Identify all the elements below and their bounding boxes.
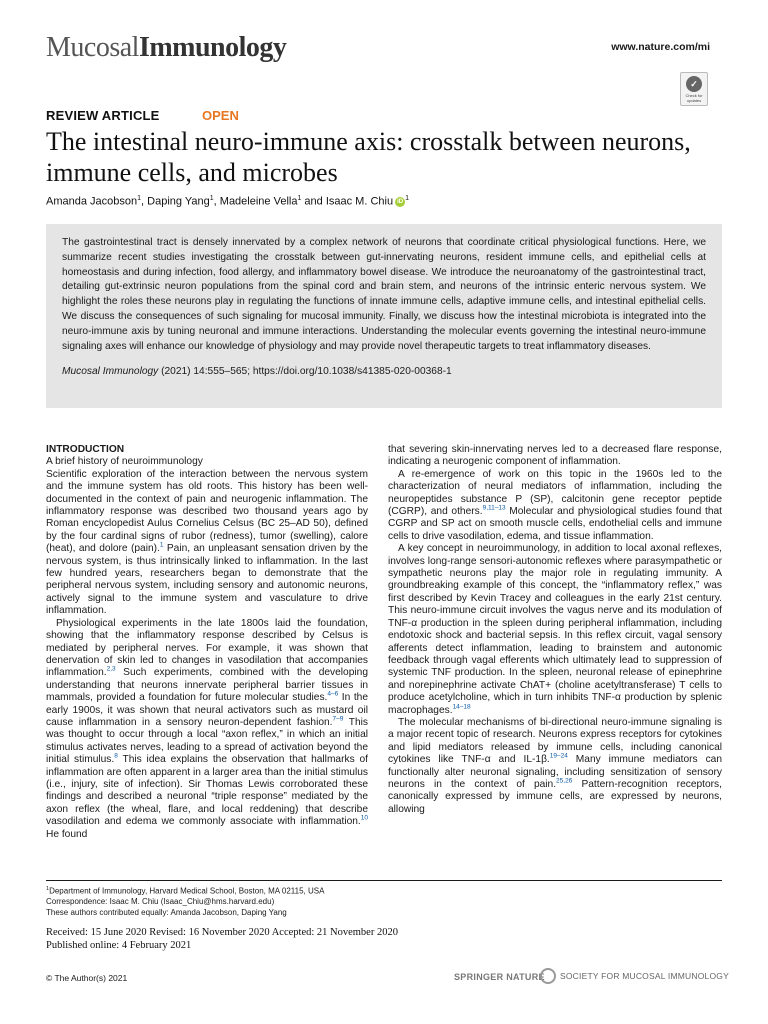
journal-name-part1: Mucosal — [46, 32, 139, 63]
footnote-divider — [46, 880, 722, 881]
citation-details: (2021) 14:555–565; https://doi.org/10.1038/s41385-020-00368-1 — [158, 366, 452, 378]
correspondence-note: Correspondence: Isaac M. Chiu (Isaac_Chiu@hms.harvard.edu) — [46, 897, 275, 907]
article-dates — [46, 926, 398, 952]
orcid-icon[interactable]: iD — [397, 198, 404, 205]
author-affiliation-marker: 1 — [405, 195, 409, 202]
published-date: Published online: 4 February 2021 — [46, 940, 192, 951]
abstract-box — [46, 224, 722, 408]
journal-url-link[interactable]: www.nature.com/mi — [611, 41, 710, 53]
reference-link[interactable]: 2,3 — [106, 665, 116, 673]
citation-line — [62, 366, 706, 377]
open-access-label: OPEN — [202, 108, 239, 123]
reference-link[interactable]: 8 — [114, 752, 118, 760]
author-affiliation-marker: 1 — [137, 195, 142, 202]
reference-link[interactable]: 10 — [360, 814, 368, 822]
author-name[interactable]: Daping Yang — [147, 195, 210, 208]
body-column-left — [46, 444, 368, 841]
society-name: SOCIETY FOR MUCOSAL IMMUNOLOGY — [560, 971, 729, 981]
body-paragraph: Scientific exploration of the interaction between the nervous system and the immune system has old roots. This history has been well-documented in the context of pain and neurogenic inflammation. The inflammatory response was described two thousand years ago by Roman encyclopedist Aulus Cornelius Celsus (BC 25–AD 50), defined by the four cardinal signs of rubor (redness), tumor (swelling), calore (heat), and dolore (pain).$^1$ Pain, an unpleasant sensation driven by the nervous system, is thus intrinsically linked to inflammation. In the last few hundred years, researchers began to demonstrate that the peripheral nervous system, including sensory and autonomic neurons, actively signal to the immune system and vasculature to drive inflammation. — [46, 468, 368, 617]
reference-link[interactable]: 4–6 — [327, 690, 339, 698]
citation-journal: Mucosal Immunology — [62, 366, 159, 378]
reference-link[interactable]: 19–24 — [549, 752, 568, 760]
reference-link[interactable]: 1 — [159, 541, 164, 549]
publisher-logo: SPRINGER NATURE — [454, 972, 545, 982]
section-heading-introduction: INTRODUCTION — [46, 444, 125, 455]
author-affiliation-marker: 1 — [297, 195, 302, 202]
article-title: The intestinal neuro-immune axis: crosstalk between neurons, immune cells, and microbes — [46, 127, 691, 187]
footnotes — [46, 884, 722, 918]
reference-link[interactable]: 9,11–13 — [482, 504, 506, 512]
author-affiliation-marker: 1 — [209, 195, 214, 202]
body-paragraph: A re-emergence of work on this topic in the 1960s led to the characterization of neural mediators of inflammation, including the neuropeptides substance P (SP), calcitonin gene receptor peptide (CGRP), and others.$^{9,11-13}$ Molecular and physiological studies found that CGRP and SP act on smooth muscle cells, endothelial cells and immune cells to drive vasodilation, edema, and tissue inflammation. — [388, 468, 722, 542]
journal-logo — [46, 32, 286, 64]
author-name[interactable]: Amanda Jacobson — [46, 195, 138, 208]
reference-link[interactable]: 14–18 — [452, 703, 471, 711]
reference-link[interactable]: 7–9 — [332, 715, 344, 723]
subsection-heading: A brief history of neuroimmunology — [46, 456, 203, 468]
body-paragraph: that severing skin-innervating nerves led to a decreased flare response, indicating a neurogenic component of inflammation. — [388, 444, 722, 468]
reference-link[interactable]: 25,26 — [556, 777, 573, 785]
body-column-right — [388, 444, 722, 816]
received-dates: Received: 15 June 2020 Revised: 16 November 2020 Accepted: 21 November 2020 — [46, 927, 398, 938]
journal-name-part2: Immunology — [138, 32, 287, 63]
copyright-notice: © The Author(s) 2021 — [46, 973, 128, 983]
author-name[interactable]: Madeleine Vella — [219, 195, 298, 208]
check-updates-icon: ✓ — [686, 76, 702, 92]
author-name[interactable]: Isaac M. Chiu — [325, 195, 394, 208]
article-type-label: REVIEW ARTICLE — [46, 108, 160, 123]
body-paragraph: The molecular mechanisms of bi-directional neuro-immune signaling is a major recent topic of research. Neurons express receptors for cytokines and lipid mediators released by immune cells, including canonical cytokines like TNF-α and IL-1β.$^{19-24}$ Many immune mediators can functionally alter neuronal signaling, including sensitization of sensory neurons in the context of pain.$^{25,26}$ Pattern-recognition receptors, canonically expressed by immune cells, are expressed by neurons, allowing — [388, 716, 723, 815]
check-updates-label: Check for updates — [685, 93, 703, 103]
society-mark-icon — [540, 968, 556, 984]
abstract-text: The gastrointestinal tract is densely innervated by a complex network of neurons that coordinate critical physiological functions. Here, we summarize recent studies investigating the crosstalk between gut-innervating neurons, resident immune cells, and epithelial cells at homeostasis and during infection, food allergy, and inflammatory bowel disease. We introduce the neuroanatomy of the gastrointestinal tract, detailing gut-extrinsic neuron populations from the spinal cord and brain stem, and neurons of the intrinsic enteric nervous system. We highlight the roles these neurons play in regulating the functions of innate immune cells, adaptive immune cells, and intestinal epithelial cells. We discuss the consequences of such signaling for mucosal immunity. Finally, we discuss how the intestinal microbiota is integrated into the neuro-immune axis by tuning neuronal and immune interactions. Understanding the molecular events governing the intestinal neuro-immune signaling axes will enhance our knowledge of physiology and may provide novel therapeutic targets to treat inflammatory diseases. — [62, 237, 706, 352]
body-paragraph: Physiological experiments in the late 1800s laid the foundation, showing that the inflammatory response described by Celsus is mediated by peripheral nerves. For example, it was shown that denervation of skin led to changes in vasodilation that accompanies inflammation.$^{2,3}$ Such experiments, combined with the developing understanding that neurons innervate peripheral barrier tissues in mammals, provided a foundation for future molecular studies.$^{4-6}$ In the early 1900s, it was shown that neural activators such as mustard oil cause inflammation in a sensory neuron-dependent fashion.$^{7-9}$ This was thought to occur through a local “axon reflex,” in which an initial stimulus activates nerves, leading to a spread of activation beyond the initial stimulus.$^8$ This idea explains the observation that hallmarks of inflammation are often apparent in a larger area than the initial stimulus (i.e., injury, site of infection). Sir Thomas Lewis corroborated these findings and described a neuronal “triple response” mediated by the axon reflex (the wheal, flare, and local reddening) that describe vasodilation and edema we commonly associate with inflammation.$^{10}$ He found — [46, 617, 368, 840]
check-for-updates-button[interactable] — [680, 72, 708, 106]
equal-contribution-note: These authors contributed equally: Amanda Jacobson, Daping Yang — [46, 907, 287, 917]
body-paragraph: A key concept in neuroimmunology, in addition to local axonal reflexes, involves long-range sensori-autonomic reflexes where parasympathetic or sympathetic neurons play the major role in regulating immunity. A groundbreaking example of this concept, the “inflammatory reflex,” was first described by Kevin Tracey and colleagues in the early 21st century. This neuro-immune circuit involves the vagus nerve and its modulation of TNF-α production in the spleen during peripheral inflammation, including endotoxic shock and bacterial sepsis. In this reflex circuit, vagal sensory afferents detect inflammation, leading to brainstem and autonomic feedback through vagal efferents which ultimately lead to suppression of systemic TNF production. In the spleen, neuronal release of epinephrine and norepinephrine activate ChAT+ (choline acetyltransferase) T cells to produce acetylcholine, which in turn inhibits TNF-α production by splenic macrophages.$^{14-18}$ — [388, 543, 722, 716]
author-list: Amanda Jacobson$^1$, Daping Yang$^1$, Madeleine Vella$^1$ and Isaac M. Chiu iD $^1$ — [46, 195, 409, 208]
affiliation-note: $^1$Department of Immunology, Harvard Medical School, Boston, MA 02115, USA — [46, 886, 325, 896]
society-logo — [540, 968, 729, 984]
